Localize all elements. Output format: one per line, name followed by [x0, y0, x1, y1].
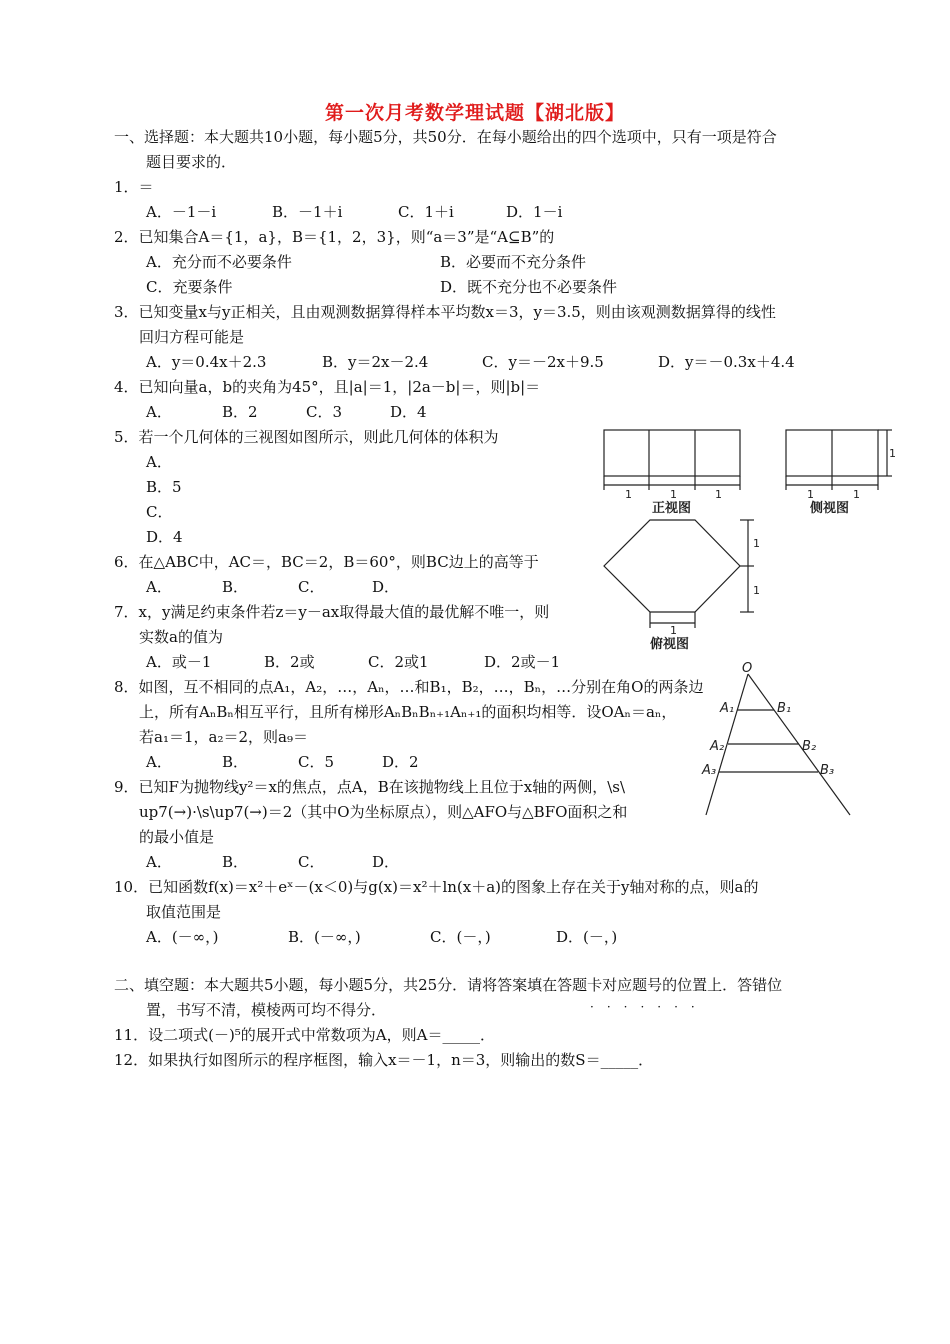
section2-heading: 二、填空题：本大题共5小题，每小题5分，共25分．请将答案填在答题卡对应题号的位置上．答错位: [114, 976, 783, 994]
dim-side-1: 1: [807, 488, 814, 501]
q10-stem: 10．已知函数f(x)＝x²＋eˣ－(x＜0)与g(x)＝x²＋ln(x＋a)的图象上存在关于y轴对称的点，则a的: [114, 878, 759, 896]
q8-stem-cont2: 若a₁＝1，a₂＝2，则a₉＝: [139, 728, 308, 746]
dim-front-1: 1: [625, 488, 632, 501]
q7-option-c: C．2或1: [368, 653, 429, 671]
front-view-rect: [604, 430, 740, 476]
q10-option-b: B．(－∞，): [288, 928, 361, 946]
dim-front-2: 1: [670, 488, 677, 501]
q7-option-d: D．2或－1: [484, 653, 561, 671]
q4-option-d: D．4: [390, 403, 427, 421]
b1-label: B₁: [777, 701, 792, 716]
q9-option-c: C．: [298, 853, 325, 871]
q9-option-b: B．: [222, 853, 249, 871]
q7-stem: 7．x，y满足约束条件若z＝y－ax取得最大值的最优解不唯一，则: [114, 603, 550, 621]
q3-option-a: A．y＝0.4x＋2.3: [146, 353, 267, 371]
q3-option-b: B．y＝2x－2.4: [322, 353, 429, 371]
b3-label: B₃: [820, 763, 835, 778]
q4-stem: 4．已知向量a，b的夹角为45°，且|a|＝1，|2a－b|＝，则|b|＝: [114, 378, 541, 396]
q3-stem-cont: 回归方程可能是: [139, 328, 245, 346]
dim-top-right-2: 1: [753, 584, 760, 597]
q7-option-b: B．2或: [264, 653, 315, 671]
angle-figure: [700, 660, 870, 820]
q11-stem: 11．设二项式(－)⁵的展开式中常数项为A，则A＝_____．: [114, 1026, 495, 1044]
q3-option-d: D．y＝－0.3x＋4.4: [658, 353, 795, 371]
emphasis-dots: ·······: [590, 1000, 708, 1014]
q2-option-c: C．充要条件: [146, 278, 233, 296]
q5-option-a: A．: [146, 453, 172, 471]
q5-option-d: D．4: [146, 528, 183, 546]
front-view-label: 正视图: [652, 501, 692, 516]
q8-stem: 8．如图，互不相同的点A₁，A₂，…，Aₙ，…和B₁，B₂，…，Bₙ，…分别在角O的两条边: [114, 678, 704, 696]
section2-heading-cont: 置，书写不清，模棱两可均不得分．: [146, 1001, 387, 1019]
q6-option-a: A．: [146, 578, 172, 596]
q10-stem-cont: 取值范围是: [146, 903, 222, 921]
q9-option-d: D．: [372, 853, 400, 871]
dim-side-2: 1: [853, 488, 860, 501]
q1-option-d: D．1－i: [506, 203, 563, 221]
q8-option-b: B．: [222, 753, 249, 771]
section1-heading-cont: 题目要求的．: [146, 153, 237, 171]
top-view-label: 俯视图: [650, 637, 690, 652]
q1-option-b: B．－1＋i: [272, 203, 343, 221]
dim-side-height: 1: [889, 447, 896, 460]
q1-option-a: A．－1－i: [146, 203, 217, 221]
q4-option-a: A．: [146, 403, 172, 421]
q8-option-a: A．: [146, 753, 172, 771]
three-view-figure: [598, 424, 898, 654]
a1-label: A₁: [720, 701, 735, 716]
q8-option-d: D．2: [382, 753, 419, 771]
q2-option-a: A．充分而不必要条件: [146, 253, 292, 271]
q7-stem-cont: 实数a的值为: [139, 628, 223, 646]
q8-option-c: C．5: [298, 753, 335, 771]
q12-stem: 12．如果执行如图所示的程序框图，输入x＝－1，n＝3，则输出的数S＝_____．: [114, 1051, 654, 1069]
q7-option-a: A．或－1: [146, 653, 212, 671]
b2-label: B₂: [802, 739, 817, 754]
q2-option-b: B．必要而不充分条件: [440, 253, 587, 271]
q1-option-c: C．1＋i: [398, 203, 454, 221]
q5-option-c: C．: [146, 503, 173, 521]
dim-front-3: 1: [715, 488, 722, 501]
q3-stem: 3．已知变量x与y正相关，且由观测数据算得样本平均数x＝3，y＝3.5，则由该观测数据算得的线性: [114, 303, 776, 321]
q6-stem: 6．在△ABC中，AC＝，BC＝2，B＝60°，则BC边上的高等于: [114, 553, 539, 571]
q6-option-c: C．: [298, 578, 325, 596]
q10-option-d: D．(－，): [556, 928, 618, 946]
q5-stem: 5．若一个几何体的三视图如图所示，则此几何体的体积为: [114, 428, 499, 446]
q1-stem: 1．＝: [114, 178, 154, 196]
q4-option-b: B．2: [222, 403, 258, 421]
q9-stem-cont2: 的最小值是: [139, 828, 215, 846]
dim-top-right-1: 1: [753, 537, 760, 550]
q9-option-a: A．: [146, 853, 172, 871]
dim-top-bottom: 1: [670, 624, 677, 637]
section1-heading: 一、选择题：本大题共10小题，每小题5分，共50分．在每小题给出的四个选项中，只有一项是符合: [114, 128, 777, 146]
top-view-hexagon: [604, 520, 740, 612]
q2-stem: 2．已知集合A＝{1，a}，B＝{1，2，3}，则“a＝3”是“A⊆B”的: [114, 228, 555, 246]
q10-option-c: C．(－，): [430, 928, 491, 946]
q9-stem: 9．已知F为抛物线y²＝x的焦点，点A，B在该抛物线上且位于x轴的两侧，\s\: [114, 778, 626, 796]
side-view-label: 侧视图: [810, 501, 850, 516]
a2-label: A₂: [710, 739, 725, 754]
a3-label: A₃: [702, 763, 717, 778]
vertex-o-label: O: [742, 661, 753, 676]
q10-option-a: A．(－∞，): [146, 928, 219, 946]
page-title: 第一次月考数学理试题【湖北版】: [324, 102, 625, 124]
q5-option-b: B．5: [146, 478, 182, 496]
q2-option-d: D．既不充分也不必要条件: [440, 278, 618, 296]
q3-option-c: C．y＝－2x＋9.5: [482, 353, 604, 371]
q6-option-b: B．: [222, 578, 249, 596]
q9-stem-cont: up7(→)·\s\up7(→)＝2（其中O为坐标原点），则△AFO与△BFO面积之和: [139, 803, 628, 821]
q4-option-c: C．3: [306, 403, 343, 421]
q6-option-d: D．: [372, 578, 400, 596]
q8-stem-cont: 上，所有AₙBₙ相互平行，且所有梯形AₙBₙBₙ₊₁Aₙ₊₁的面积均相等．设OAₙ＝aₙ，: [139, 703, 677, 721]
